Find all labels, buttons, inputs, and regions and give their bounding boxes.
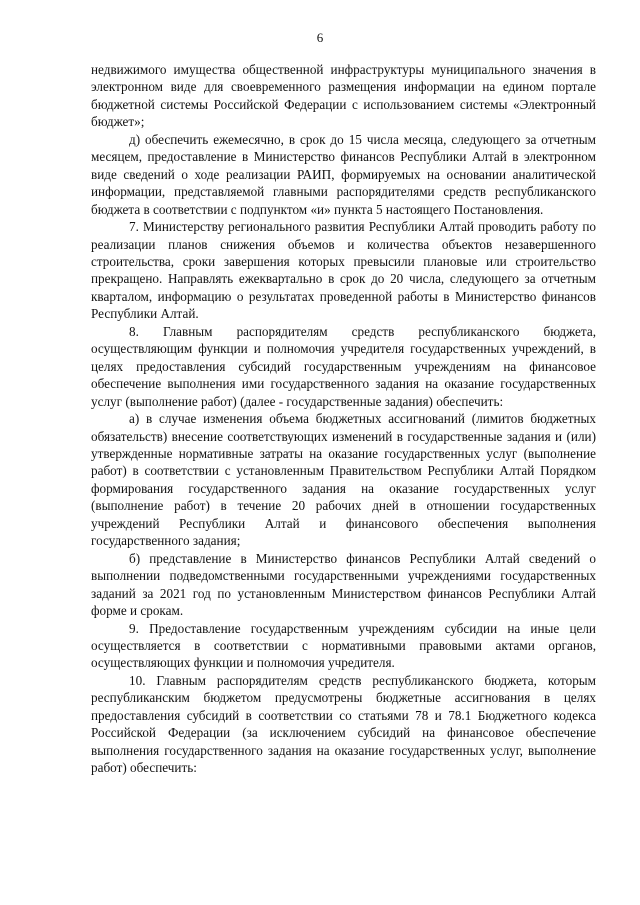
paragraph: 8. Главным распорядителям средств республиканского бюджета, осуществляющим функции и полномочия учредителя государственных учреждений, в целях предоставления субсидий государственным учреждениям на финансовое обеспечение выполнения ими государственного задания на оказание государственных услуг (выполнение работ) (далее - государственные задания) обеспечить: (91, 323, 596, 409)
paragraph: 7. Министерству регионального развития Республики Алтай проводить работу по реализации планов снижения объемов и количества объектов незавершенного строительства, сроки завершения которых превысили плановые или строительство прекращено. Направлять ежеквартально в срок до 20 числа, следующего за отчетным кварталом, информацию о результатах проведенной работы в Министерство финансов Республики Алтай. (91, 219, 596, 322)
paragraph: б) представление в Министерство финансов Республики Алтай сведений о выполнении подведомственными государственными учреждениями государственных заданий за 2021 год по установленным Министерством финансов Республики Алтай форме и срокам. (91, 550, 596, 619)
paragraph: недвижимого имущества общественной инфраструктуры муниципального значения в электронном виде для своевременного размещения информации на едином портале бюджетной системы Российской Федерации с использованием системы «Электронный бюджет»; (91, 62, 596, 130)
paragraph: д) обеспечить ежемесячно, в срок до 15 числа месяца, следующего за отчетным месяцем, предоставление в Министерство финансов Республики Алтай в электронном виде сведений о ходе реализации РАИП, формируемых на основании аналитической информации, представляемой главными распорядителями средств республиканского бюджета в соответствии с подпунктом «и» пункта 5 настоящего Постановления. (91, 131, 596, 217)
paragraph: 10. Главным распорядителям средств республиканского бюджета, которым республиканским бюджетом предусмотрены бюджетные ассигнования в целях предоставления субсидий в соответствии со статьями 78 и 78.1 Бюджетного кодекса Российской Федерации (за исключением субсидий на финансовое обеспечение выполнения государственного задания на оказание государственных услуг, выполнение работ) обеспечить: (91, 672, 596, 776)
paragraph: 9. Предоставление государственным учреждениям субсидии на иные цели осуществляется в соответствии с нормативными правовыми актами органов, осуществляющих функции и полномочия учредителя. (91, 620, 596, 671)
page-number: 6 (316, 30, 324, 45)
document-body (91, 61, 596, 777)
paragraph: а) в случае изменения объема бюджетных ассигнований (лимитов бюджетных обязательств) внесение соответствующих изменений в государственные задания и (или) утвержденные нормативные затраты на оказание государственных услуг (выполнение работ) в соответствии с установленным Правительством Республики Алтай Порядком формирования государственного задания на оказание государственных услуг (выполнение работ) в течение 20 рабочих дней в отношении государственных учреждений Республики Алтай и финансового обеспечения выполнения государственного задания; (91, 411, 596, 549)
